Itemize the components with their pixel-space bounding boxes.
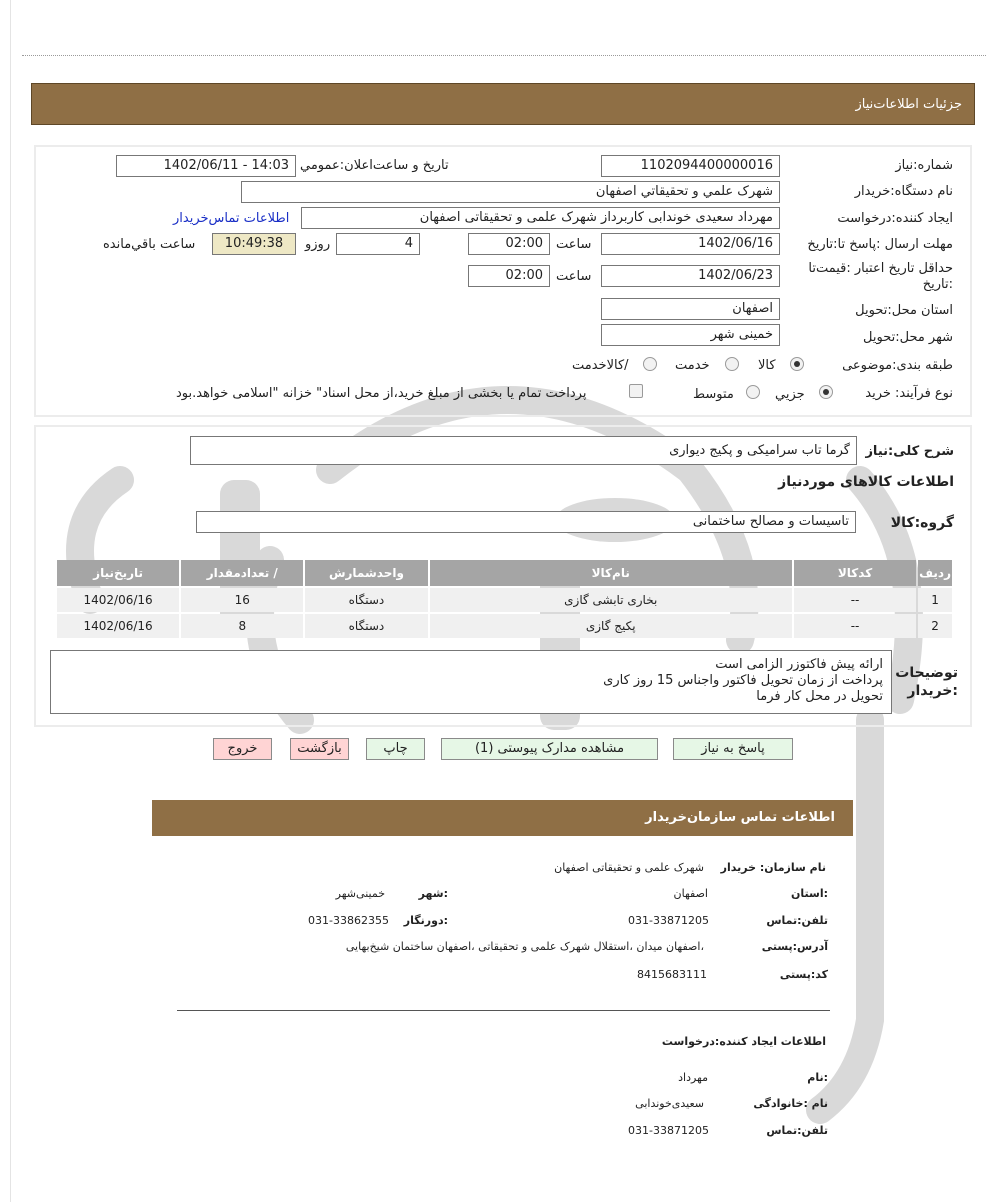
contact-divider [177, 1010, 830, 1011]
buyer-notes-box [50, 650, 892, 714]
process-option-minor: جزیي [775, 387, 805, 402]
buyer-contact-link[interactable]: اطلاعات تماس‌خریدار [173, 211, 290, 226]
days-label: روزو [305, 237, 331, 252]
creator-family-value: سعیدی‌خوندابی [635, 1097, 704, 1110]
exit-button[interactable]: خروج [213, 738, 272, 760]
process-radio-minor[interactable] [819, 385, 833, 399]
deadline-time-field: 02:00 [468, 233, 550, 255]
group-label: گروه:کالا [890, 515, 954, 531]
days-field: 4 [336, 233, 420, 255]
creator-field: مهرداد سعیدی خوندابی کاربرداز شهرک علمی و تحقیقاتی اصفهان [301, 207, 780, 229]
goods-info-title: اطلاعات کالاهای موردنیاز [778, 474, 954, 490]
validity-label: حداقل تاریخ اعتبار :قیمت‌تا :تاریخ [808, 261, 953, 292]
need-number-label: شماره:نیاز [895, 158, 953, 173]
category-radio-goods[interactable] [790, 357, 804, 371]
province-value-contact: اصفهان [673, 887, 708, 900]
summary-field: گرما تاب سرامیکی و پکیج دیواری [190, 436, 857, 465]
creator-label: ایجاد کننده:درخواست [837, 211, 953, 226]
cell-name: بخاری تابشی گازی [430, 588, 792, 612]
col-quantity: / تعدادمقدار [181, 560, 303, 586]
remaining-time-field: 10:49:38 [212, 233, 296, 255]
postal-label: کد:پستی [779, 968, 828, 981]
city-value-contact: خمینی‌شهر [335, 887, 385, 900]
note-line: پرداخت از زمان تحویل فاکتور واجناس 15 روز کاری [603, 673, 883, 688]
cell-row: 1 [918, 588, 952, 612]
phone-value: 031-33871205 [628, 914, 709, 927]
category-option-both: /کالاخدمت [572, 358, 629, 373]
creator-phone-label: تلفن:تماس [766, 1124, 828, 1137]
table-row [57, 614, 952, 638]
postal-value: 8415683111 [637, 968, 707, 981]
province-label: استان محل:تحویل [855, 303, 953, 318]
province-field: اصفهان [601, 298, 780, 320]
print-button[interactable]: چاپ [366, 738, 425, 760]
cell-unit: دستگاه [305, 588, 427, 612]
treasury-checkbox[interactable] [629, 384, 643, 398]
cell-unit: دستگاه [305, 614, 427, 638]
col-unit: واحدشمارش [305, 560, 427, 586]
contact-header [152, 800, 853, 836]
province-label-contact: :استان [791, 887, 828, 900]
announce-datetime-field: 1402/06/11 - 14:03 [116, 155, 296, 177]
process-label: نوع فرآیند: خرید [865, 386, 953, 401]
address-label: آدرس:پستی [761, 940, 828, 953]
category-radio-service[interactable] [725, 357, 739, 371]
note-line: ارائه پیش فاکتوزر الزامی است [715, 657, 883, 672]
col-name: نام‌کالا [430, 560, 792, 586]
city-field: خمینی شهر [601, 324, 780, 346]
creator-name-label: :نام [807, 1071, 828, 1084]
cell-quantity: 16 [181, 588, 303, 612]
phone-label: تلفن:تماس [766, 914, 828, 927]
validity-date-field: 1402/06/23 [601, 265, 780, 287]
fax-value: 031-33862355 [308, 914, 389, 927]
attachments-button[interactable]: مشاهده مدارک پیوستی (1) [441, 738, 658, 760]
back-button[interactable]: بازگشت [290, 738, 349, 760]
buyer-org-label: نام دستگاه:خریدار [854, 184, 953, 199]
col-row: ردیف [918, 560, 952, 586]
fax-label: :دورنگار [403, 914, 448, 927]
process-radio-medium[interactable] [746, 385, 760, 399]
creator-info-title: اطلاعات ایجاد کننده:درخواست [661, 1035, 826, 1048]
remaining-label: ساعت باقي‌مانده [103, 237, 196, 252]
category-label: طبقه بندی:موضوعی [842, 358, 953, 373]
process-option-medium: متوسط [693, 387, 734, 402]
note-line: تحویل در محل کار فرما [756, 689, 883, 704]
deadline-time-label: ساعت [556, 237, 592, 252]
cell-code: -- [794, 614, 916, 638]
category-radio-both[interactable] [643, 357, 657, 371]
validity-time-field: 02:00 [468, 265, 550, 287]
reply-button[interactable]: پاسخ به نیاز [673, 738, 793, 760]
notes-label: توضیحات :خریدار [895, 665, 958, 699]
category-option-goods: کالا [758, 358, 776, 373]
table-header-row [57, 560, 952, 586]
cell-date: 1402/06/16 [57, 614, 179, 638]
cell-name: پکیج گازی [430, 614, 792, 638]
contact-title: اطلاعات تماس سازمان‌خریدار [645, 810, 835, 825]
city-label-contact: :شهر [418, 887, 448, 900]
creator-family-label: نام :خانوادگی [753, 1097, 828, 1110]
group-field: تاسیسات و مصالح ساختمانی [196, 511, 856, 533]
address-value: ،اصفهان میدان ،استقلال شهرک علمی و تحقیقاتی ،اصفهان ساختمان شیخ‌بهایی [345, 940, 704, 953]
table-row [57, 588, 952, 612]
goods-table [55, 558, 954, 640]
col-date: تاریخ‌نیاز [57, 560, 179, 586]
breadcrumb: جزئیات اطلاعات‌نیاز [855, 97, 962, 112]
creator-phone-value: 031-33871205 [628, 1124, 709, 1137]
cell-code: -- [794, 588, 916, 612]
creator-name-value: مهرداد [678, 1071, 708, 1084]
validity-time-label: ساعت [556, 269, 592, 284]
deadline-label: مهلت ارسال :پاسخ تا:تاریخ [807, 237, 953, 252]
category-option-service: خدمت [675, 358, 710, 373]
summary-label: شرح کلی:نیاز [865, 444, 954, 459]
cell-row: 2 [918, 614, 952, 638]
need-number-field: 1102094400000016 [601, 155, 780, 177]
buyer-org-field: شهرک علمي و تحقیقاتي اصفهان [241, 181, 780, 203]
org-label: نام سازمان: خریدار [720, 861, 826, 874]
deadline-date-field: 1402/06/16 [601, 233, 780, 255]
cell-date: 1402/06/16 [57, 588, 179, 612]
org-value: شهرک علمی و تحقیقاتی اصفهان [554, 861, 704, 874]
page-header [31, 83, 975, 125]
cell-quantity: 8 [181, 614, 303, 638]
col-code: کدکالا [794, 560, 916, 586]
city-label: شهر محل:تحویل [863, 330, 953, 345]
treasury-note: پرداخت تمام یا بخشی از مبلغ خرید،از محل اسناد" خزانه "اسلامی خواهد.بود [176, 386, 587, 401]
announce-label: تاریخ و ساعت‌اعلان:عمومي [300, 158, 449, 173]
